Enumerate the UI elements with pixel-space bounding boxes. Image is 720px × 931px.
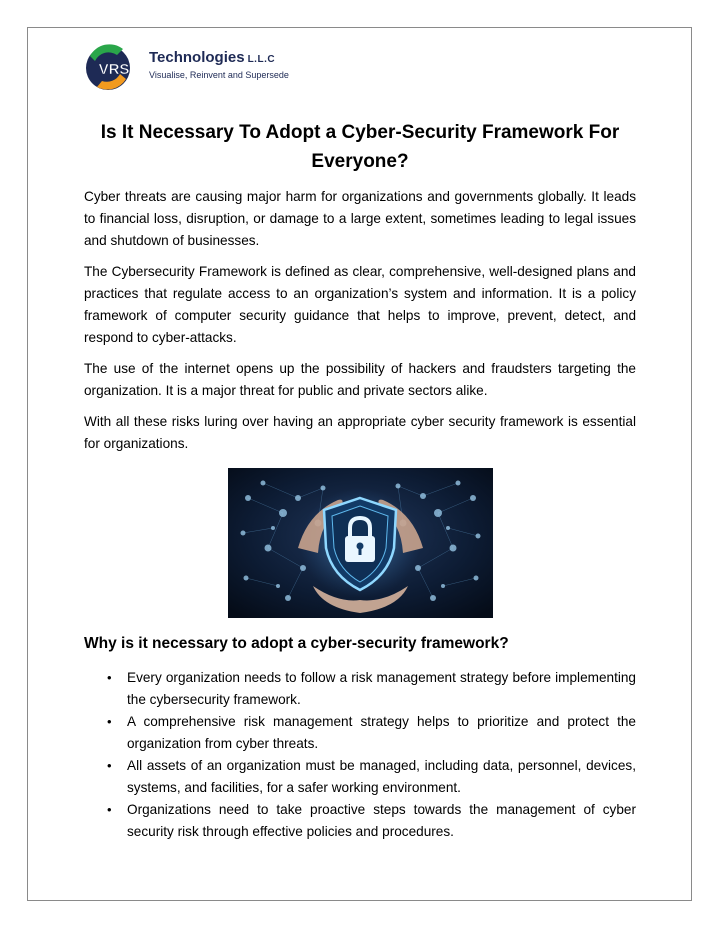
- paragraph: The Cybersecurity Framework is defined as clear, comprehensive, well-designed plans and practices that regulate access to an organization’s system and information. It is a policy framework of computer security guidance that helps to improve, prevent, detect, and respond to cyber-attacks.: [84, 264, 636, 345]
- bullet-icon: •: [107, 758, 112, 773]
- logo-name-text: Technologies: [149, 49, 245, 66]
- bullet-icon: •: [107, 714, 112, 729]
- list-item-text: A comprehensive risk management strategy helps to prioritize and protect the organization from cyber threats.: [127, 714, 636, 751]
- bullet-icon: •: [107, 802, 112, 817]
- logo-tagline: Visualise, Reinvent and Supersede: [149, 70, 289, 80]
- list-item-text: Organizations need to take proactive steps towards the management of cyber security risk through effective policies and procedures.: [127, 802, 636, 839]
- page-title: Is It Necessary To Adopt a Cyber-Security Framework For Everyone?: [100, 122, 620, 172]
- bullet-icon: •: [107, 670, 112, 685]
- cyber-security-hero-image: [228, 468, 493, 618]
- logo-mark-text: VRS: [98, 61, 130, 78]
- list-item: [84, 711, 636, 755]
- logo-suffix: L.L.C: [247, 54, 276, 65]
- list-item: [84, 667, 636, 711]
- list-item: [84, 799, 636, 843]
- paragraph: The use of the internet opens up the possibility of hackers and fraudsters targeting the organization. It is a major threat for public and private sectors alike.: [84, 361, 636, 398]
- article-body: [84, 186, 636, 843]
- logo-company-name: [149, 49, 275, 66]
- vrs-logo-mark-icon: [83, 43, 147, 93]
- list-item-text: All assets of an organization must be managed, including data, personnel, devices, systems, and facilities, for a safer working environment.: [127, 758, 636, 795]
- list-item: [84, 755, 636, 799]
- paragraph: Cyber threats are causing major harm for organizations and governments globally. It leads to financial loss, disruption, or damage to a large extent, sometimes leading to legal issues and shutdown of businesses.: [84, 189, 636, 248]
- section-heading: Why is it necessary to adopt a cyber-security framework?: [84, 635, 509, 652]
- paragraph: With all these risks luring over having an appropriate cyber security framework is essential for organizations.: [84, 414, 636, 451]
- list-item-text: Every organization needs to follow a risk management strategy before implementing the cybersecurity framework.: [127, 670, 636, 707]
- bullet-list: [84, 667, 636, 843]
- company-logo: [83, 43, 303, 93]
